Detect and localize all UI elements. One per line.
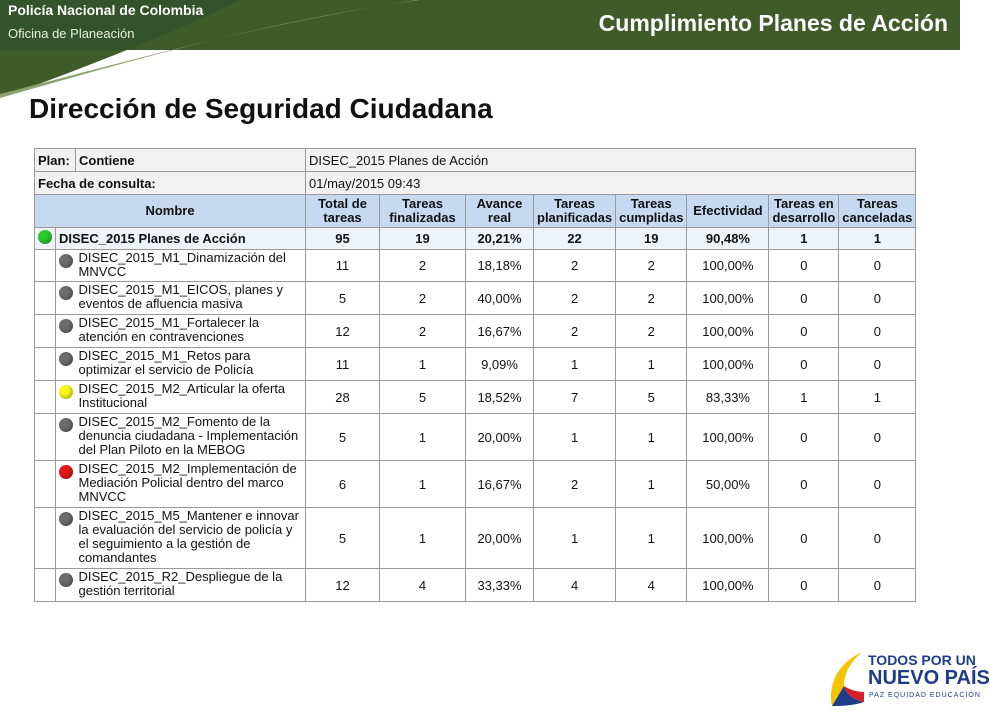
row-value: 100,00% [687,315,769,348]
row-value: 0 [839,414,916,461]
status-light-icon [59,254,73,268]
page-title: Dirección de Seguridad Ciudadana [29,93,493,124]
row-value: 18,52% [466,381,534,414]
status-cell [56,508,76,569]
row-value: 2 [534,315,616,348]
indent-cell [35,348,56,381]
status-cell [56,414,76,461]
logo-line1: TODOS POR UN [868,652,976,668]
row-value: 0 [839,315,916,348]
row-value: 0 [769,461,839,508]
row-value: 83,33% [687,381,769,414]
table-row [35,381,916,414]
total-value: 19 [616,228,687,250]
row-value: 1 [380,461,466,508]
status-cell [56,381,76,414]
row-value: 6 [306,461,380,508]
indent-cell [35,381,56,414]
status-light-icon [59,385,73,399]
indent-cell [35,508,56,569]
row-value: 0 [839,569,916,602]
row-value: 100,00% [687,414,769,461]
indent-cell [35,414,56,461]
row-value: 5 [616,381,687,414]
row-value: 16,67% [466,315,534,348]
row-value: 0 [769,250,839,282]
row-value: 2 [616,315,687,348]
row-name: DISEC_2015_M1_EICOS, planes y eventos de afluencia masiva [76,282,306,315]
row-value: 1 [534,348,616,381]
row-value: 0 [839,508,916,569]
row-value: 100,00% [687,508,769,569]
plan-label: Plan: [35,149,76,172]
row-value: 4 [534,569,616,602]
status-light-icon [59,465,73,479]
banner-title: Cumplimiento Planes de Acción [598,10,948,36]
row-value: 12 [306,569,380,602]
row-value: 100,00% [687,569,769,602]
plans-table [34,148,916,602]
row-value: 11 [306,250,380,282]
status-cell [56,250,76,282]
indent-cell [35,250,56,282]
row-name: DISEC_2015_M1_Retos para optimizar el servicio de Policía [76,348,306,381]
total-value: 95 [306,228,380,250]
status-cell [56,461,76,508]
row-value: 0 [839,250,916,282]
row-value: 50,00% [687,461,769,508]
row-value: 1 [839,381,916,414]
row-value: 1 [534,414,616,461]
table-row [35,315,916,348]
row-value: 100,00% [687,348,769,381]
row-value: 2 [616,250,687,282]
row-value: 5 [306,508,380,569]
row-value: 12 [306,315,380,348]
row-value: 2 [534,282,616,315]
fecha-row [35,172,916,195]
table-row [35,508,916,569]
logo-line2: NUEVO PAÍS [868,667,990,689]
row-value: 1 [380,414,466,461]
total-value: 90,48% [687,228,769,250]
row-name: DISEC_2015_M5_Mantener e innovar la evaluación del servicio de policía y el seguimiento a la gestión de comandantes [76,508,306,569]
col-header-cumplidas: Tareas cumplidas [616,195,687,228]
total-status-cell [35,228,56,250]
flag-swoosh-icon [826,650,866,710]
row-value: 0 [769,508,839,569]
row-value: 1 [616,461,687,508]
row-value: 0 [839,461,916,508]
table-row [35,250,916,282]
row-value: 18,18% [466,250,534,282]
status-cell [56,348,76,381]
table-row [35,348,916,381]
total-value: 1 [769,228,839,250]
total-value: 20,21% [466,228,534,250]
row-value: 11 [306,348,380,381]
row-value: 20,00% [466,508,534,569]
row-value: 7 [534,381,616,414]
contiene-label: Contiene [76,149,306,172]
row-value: 1 [769,381,839,414]
status-light-icon [59,512,73,526]
row-value: 1 [534,508,616,569]
status-light-icon [59,418,73,432]
row-value: 0 [769,315,839,348]
col-header-efectividad: Efectividad [687,195,769,228]
status-light-icon [38,230,52,244]
status-cell [56,282,76,315]
row-value: 0 [769,348,839,381]
indent-cell [35,461,56,508]
col-header-planificadas: Tareas planificadas [534,195,616,228]
status-cell [56,315,76,348]
row-name: DISEC_2015_R2_Despliegue de la gestión territorial [76,569,306,602]
total-value: 22 [534,228,616,250]
row-value: 1 [380,348,466,381]
row-name: DISEC_2015_M2_Implementación de Mediación Policial dentro del marco MNVCC [76,461,306,508]
row-value: 100,00% [687,250,769,282]
row-value: 0 [769,414,839,461]
row-value: 9,09% [466,348,534,381]
total-value: 19 [380,228,466,250]
indent-cell [35,569,56,602]
row-value: 2 [380,315,466,348]
status-light-icon [59,352,73,366]
indent-cell [35,315,56,348]
fecha-value: 01/may/2015 09:43 [306,172,916,195]
col-header-total: Total de tareas [306,195,380,228]
row-value: 16,67% [466,461,534,508]
office-name: Oficina de Planeación [8,26,135,41]
row-value: 2 [380,250,466,282]
org-name: Policía Nacional de Colombia [8,2,204,18]
row-value: 4 [616,569,687,602]
row-value: 33,33% [466,569,534,602]
row-value: 5 [380,381,466,414]
row-value: 1 [380,508,466,569]
plan-row [35,149,916,172]
row-value: 0 [769,282,839,315]
total-name: DISEC_2015 Planes de Acción [56,228,306,250]
col-header-desarrollo: Tareas en desarrollo [769,195,839,228]
col-header-canceladas: Tareas canceladas [839,195,916,228]
table-row [35,461,916,508]
plan-value: DISEC_2015 Planes de Acción [306,149,916,172]
row-value: 5 [306,414,380,461]
row-value: 0 [769,569,839,602]
table-row [35,569,916,602]
col-header-avance: Avance real [466,195,534,228]
row-name: DISEC_2015_M2_Fomento de la denuncia ciudadana - Implementación del Plan Piloto en la MEBOG [76,414,306,461]
status-light-icon [59,319,73,333]
row-name: DISEC_2015_M1_Dinamización del MNVCC [76,250,306,282]
row-value: 100,00% [687,282,769,315]
row-value: 1 [616,414,687,461]
col-header-nombre: Nombre [35,195,306,228]
logo-line3: PAZ EQUIDAD EDUCACIÓN [869,692,981,699]
table-row [35,414,916,461]
status-cell [56,569,76,602]
fecha-label: Fecha de consulta: [35,172,306,195]
total-row [35,228,916,250]
todos-por-un-nuevo-pais-logo [826,650,990,710]
row-value: 40,00% [466,282,534,315]
header-row [35,195,916,228]
status-light-icon [59,573,73,587]
row-value: 0 [839,348,916,381]
row-value: 28 [306,381,380,414]
table-row [35,282,916,315]
row-value: 5 [306,282,380,315]
row-value: 4 [380,569,466,602]
row-value: 2 [380,282,466,315]
row-value: 2 [534,461,616,508]
row-value: 1 [616,348,687,381]
status-light-icon [59,286,73,300]
col-header-finalizadas: Tareas finalizadas [380,195,466,228]
row-name: DISEC_2015_M2_Articular la oferta Institucional [76,381,306,414]
indent-cell [35,282,56,315]
total-value: 1 [839,228,916,250]
row-value: 1 [616,508,687,569]
row-value: 2 [616,282,687,315]
row-value: 2 [534,250,616,282]
row-value: 0 [839,282,916,315]
row-name: DISEC_2015_M1_Fortalecer la atención en contravenciones [76,315,306,348]
row-value: 20,00% [466,414,534,461]
